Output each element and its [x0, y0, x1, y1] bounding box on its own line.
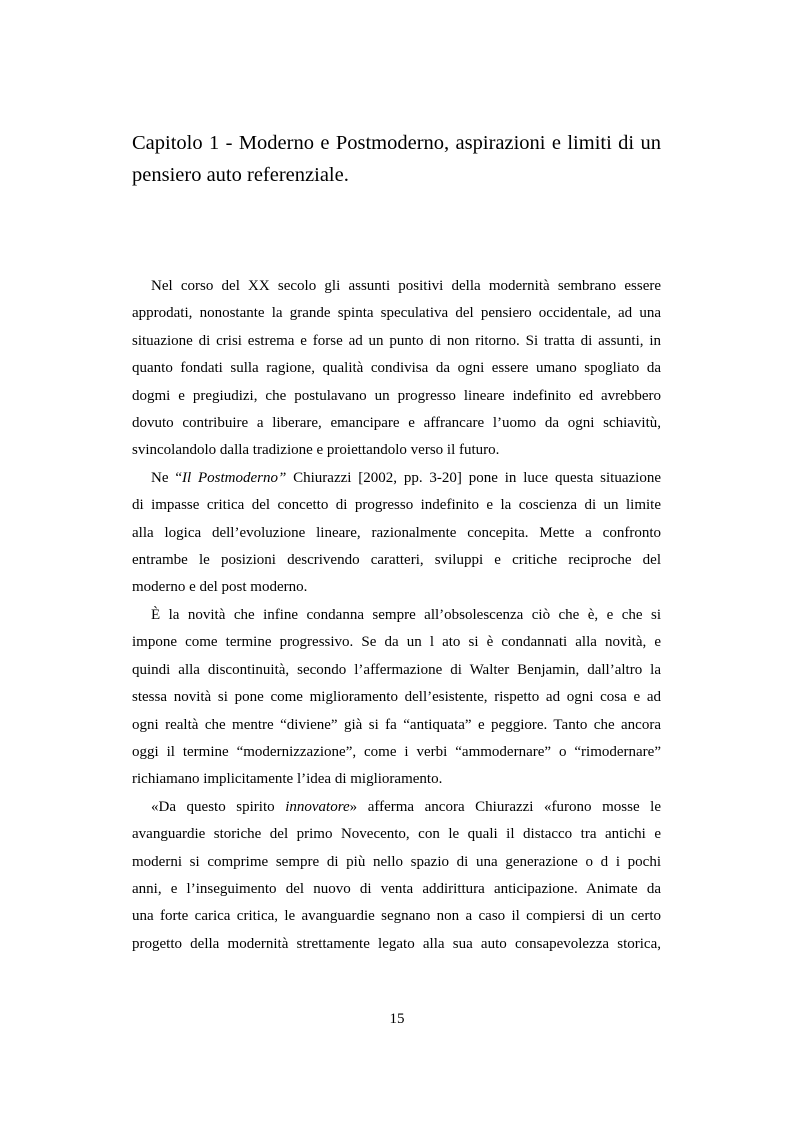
text-line: È la novità che infine condanna sempre all’obsolescenza ciò che è, e che si [151, 606, 661, 623]
chapter-title-line: Capitolo 1 - Moderno e Postmoderno, aspirazioni e limiti di un [132, 132, 661, 154]
text-line [132, 465, 661, 492]
text-line: di impasse critica del concetto di progresso indefinito e la coscienza di un limite [132, 497, 661, 514]
text-line: progetto della modernità strettamente legato alla sua auto consapevolezza storica, [132, 935, 661, 952]
text-line: alla logica dell’evoluzione lineare, razionalmente concepita. Mette a confronto [132, 524, 661, 541]
text-line: oggi il termine “modernizzazione”, come i verbi “ammodernare” o “rimodernare” [132, 743, 661, 760]
text-line: approdati, nonostante la grande spinta speculativa del pensiero occidentale, ad una [132, 305, 661, 322]
text-line: dovuto contribuire a liberare, emancipare e affrancare l’uomo da ogni schiavitù, [132, 415, 661, 432]
text-line [132, 794, 661, 821]
text-line: entrambe le posizioni descrivendo caratteri, sviluppi e critiche reciproche del [132, 552, 661, 569]
text-line: quindi alla discontinuità, secondo l’affermazione di Walter Benjamin, dall’altro la [132, 661, 661, 678]
text-line: ogni realtà che mentre “diviene” già si fa “antiquata” e peggiore. Tanto che ancora [132, 716, 661, 733]
text-run: Ne “ [151, 469, 182, 486]
text-line: moderno e del post moderno. [132, 579, 308, 596]
text-line: moderni si comprime sempre di più nello spazio di una generazione o d i pochi [132, 853, 661, 870]
text-line: una forte carica critica, le avanguardie segnano non a caso il compiersi di un certo [132, 908, 661, 925]
text-line: quanto fondati sulla ragione, qualità condivisa da ogni essere umano spogliato da [132, 360, 661, 377]
text-line: stessa novità si pone come miglioramento dell’esistente, rispetto ad ogni cosa e ad [132, 689, 661, 706]
chapter-title-line: pensiero auto referenziale. [132, 164, 349, 186]
italic-word: innovatore [285, 798, 350, 815]
text-line: svincolandolo dalla tradizione e proiettandolo verso il futuro. [132, 442, 500, 459]
text-line: impone come termine progressivo. Se da un l ato si è condannati alla novità, e [132, 634, 661, 651]
text-run: «Da questo spirito [151, 798, 286, 815]
text-line: anni, e l’inseguimento del nuovo di venta addirittura anticipazione. Animate da [132, 880, 661, 897]
italic-title: Il Postmoderno” [181, 469, 287, 486]
text-line: Nel corso del XX secolo gli assunti positivi della modernità sembrano essere [151, 278, 661, 294]
text-line: dogmi e pregiudizi, che postulavano un progresso lineare indefinito ed avrebbero [132, 387, 661, 404]
text-run: » afferma ancora Chiurazzi «furono mosse le [349, 798, 661, 815]
paragraph [132, 465, 661, 602]
text-line: avanguardie storiche del primo Novecento, con le quali il distacco tra antichi e [132, 826, 661, 843]
paragraph [132, 273, 661, 465]
paragraph [132, 794, 661, 958]
text-line: richiamano implicitamente l’idea di miglioramento. [132, 771, 443, 788]
text-run: Chiurazzi [2002, pp. 3-20] pone in luce questa situazione [286, 469, 661, 486]
body-text [132, 273, 661, 958]
page-number: 15 [389, 1011, 405, 1027]
chapter-title [132, 127, 661, 191]
text-line: situazione di crisi estrema e forse ad un punto di non ritorno. Si tratta di assunti, in [132, 332, 661, 349]
paragraph [132, 602, 661, 794]
